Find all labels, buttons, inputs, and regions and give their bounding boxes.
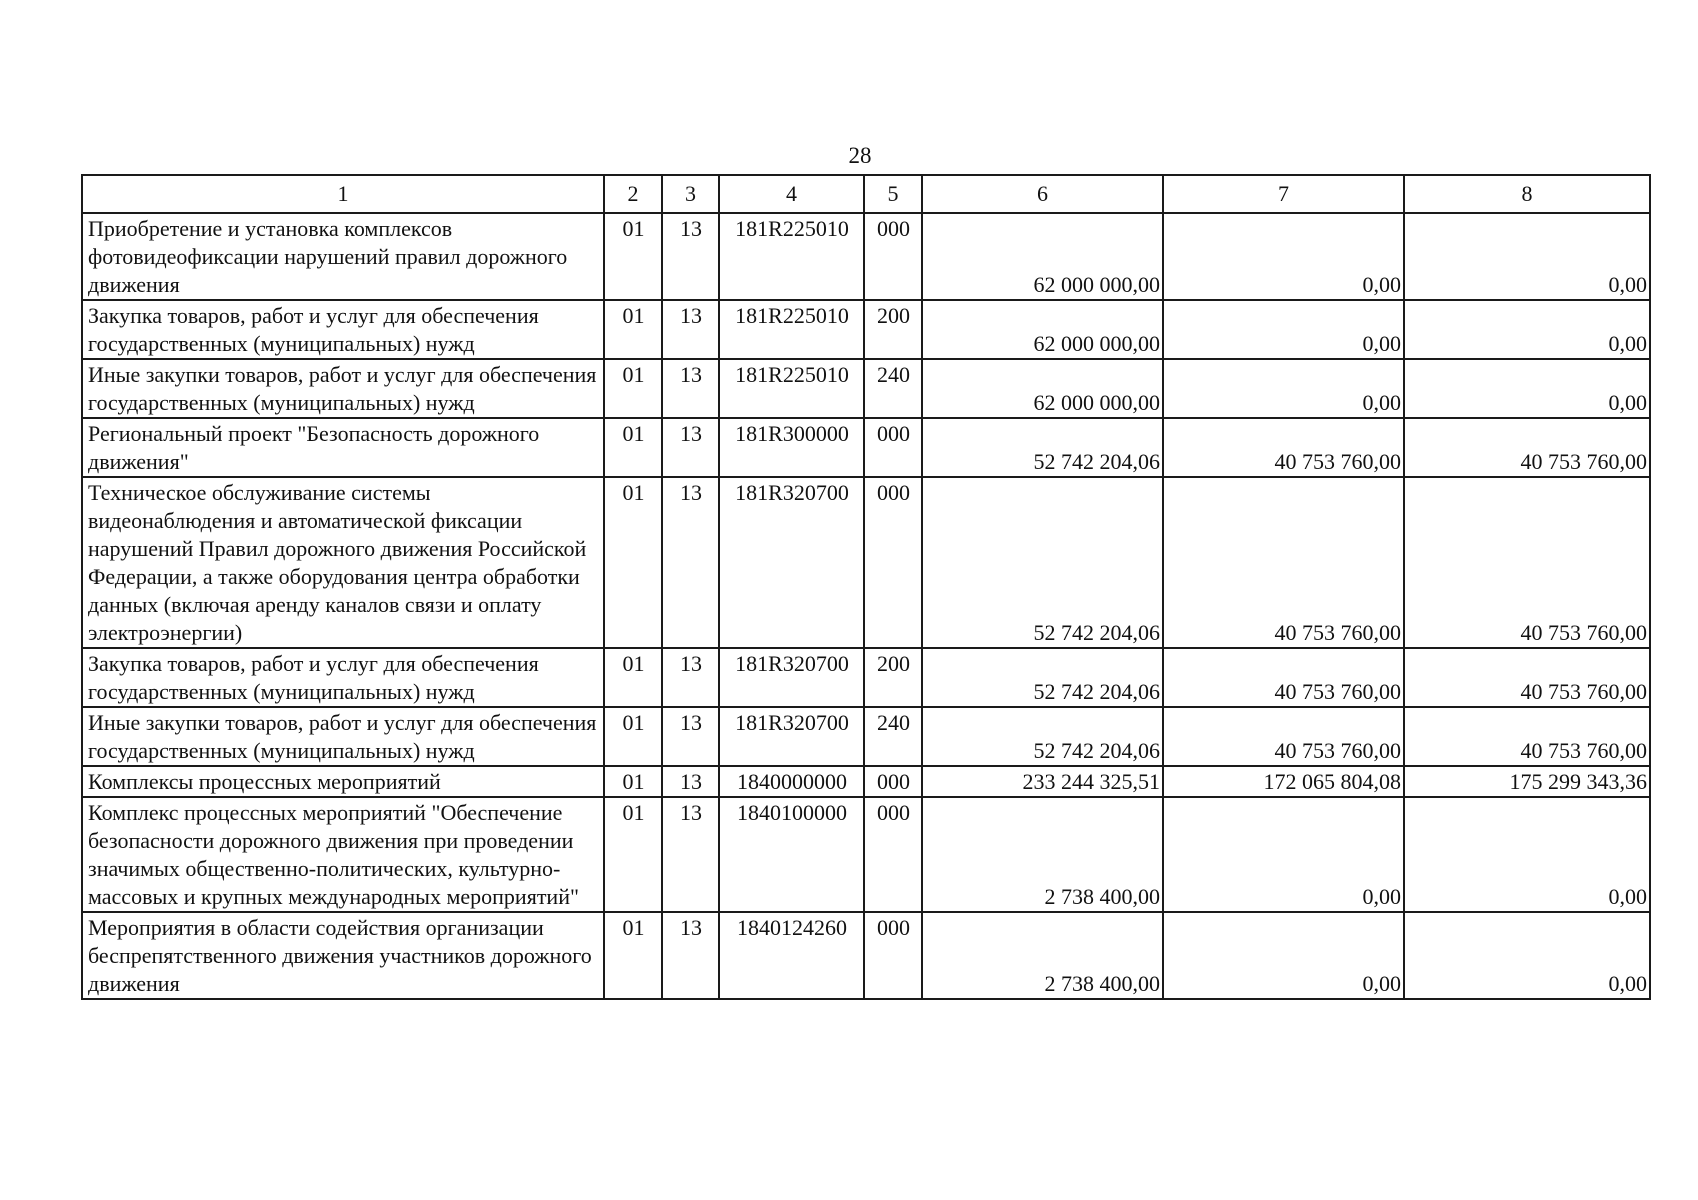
target-article-cell: 1840100000	[719, 797, 864, 912]
table-row	[82, 766, 1650, 797]
amount-col6-cell: 52 742 204,06	[922, 418, 1163, 477]
column-header: 8	[1404, 175, 1650, 213]
amount-col6-cell: 62 000 000,00	[922, 359, 1163, 418]
amount-col7-cell: 40 753 760,00	[1163, 418, 1404, 477]
column-header: 3	[662, 175, 719, 213]
section-code-cell: 01	[604, 912, 662, 999]
amount-col7-cell: 0,00	[1163, 213, 1404, 300]
amount-col7-cell: 40 753 760,00	[1163, 648, 1404, 707]
section-code-cell: 01	[604, 418, 662, 477]
subsection-code-cell: 13	[662, 766, 719, 797]
target-article-cell: 181R225010	[719, 359, 864, 418]
section-code-cell: 01	[604, 477, 662, 648]
expense-type-cell: 000	[864, 797, 922, 912]
subsection-code-cell: 13	[662, 477, 719, 648]
expense-name-cell: Иные закупки товаров, работ и услуг для обеспечения государственных (муниципальных) нужд	[82, 359, 604, 418]
subsection-code-cell: 13	[662, 359, 719, 418]
expense-name-cell: Приобретение и установка комплексов фотовидеофиксации нарушений правил дорожного движения	[82, 213, 604, 300]
amount-col7-cell: 172 065 804,08	[1163, 766, 1404, 797]
amount-col6-cell: 2 738 400,00	[922, 797, 1163, 912]
section-code-cell: 01	[604, 766, 662, 797]
target-article-cell: 1840124260	[719, 912, 864, 999]
amount-col8-cell: 175 299 343,36	[1404, 766, 1650, 797]
table-row	[82, 477, 1650, 648]
table-row	[82, 418, 1650, 477]
target-article-cell: 181R320700	[719, 477, 864, 648]
expense-type-cell: 000	[864, 477, 922, 648]
expense-type-cell: 240	[864, 707, 922, 766]
amount-col7-cell: 0,00	[1163, 359, 1404, 418]
expense-type-cell: 000	[864, 912, 922, 999]
amount-col7-cell: 40 753 760,00	[1163, 477, 1404, 648]
expense-name-cell: Техническое обслуживание системы видеонаблюдения и автоматической фиксации нарушений Правил дорожного движения Российской Федерации, а также оборудования центра обработки данных (включая аренду каналов связи и оплату электроэнергии)	[82, 477, 604, 648]
amount-col6-cell: 52 742 204,06	[922, 707, 1163, 766]
section-code-cell: 01	[604, 648, 662, 707]
table-body	[82, 213, 1650, 999]
expense-type-cell: 000	[864, 766, 922, 797]
expense-type-cell: 200	[864, 300, 922, 359]
amount-col8-cell: 0,00	[1404, 797, 1650, 912]
subsection-code-cell: 13	[662, 797, 719, 912]
amount-col6-cell: 62 000 000,00	[922, 300, 1163, 359]
amount-col8-cell: 0,00	[1404, 912, 1650, 999]
column-header: 2	[604, 175, 662, 213]
section-code-cell: 01	[604, 797, 662, 912]
target-article-cell: 181R225010	[719, 213, 864, 300]
table-row	[82, 300, 1650, 359]
page-number: 28	[848, 143, 872, 168]
section-code-cell: 01	[604, 707, 662, 766]
amount-col7-cell: 40 753 760,00	[1163, 707, 1404, 766]
expense-name-cell: Иные закупки товаров, работ и услуг для обеспечения государственных (муниципальных) нужд	[82, 707, 604, 766]
section-code-cell: 01	[604, 213, 662, 300]
target-article-cell: 181R225010	[719, 300, 864, 359]
section-code-cell: 01	[604, 300, 662, 359]
subsection-code-cell: 13	[662, 213, 719, 300]
subsection-code-cell: 13	[662, 707, 719, 766]
expense-type-cell: 240	[864, 359, 922, 418]
table-row	[82, 359, 1650, 418]
table-row	[82, 213, 1650, 300]
table-row	[82, 912, 1650, 999]
amount-col8-cell: 40 753 760,00	[1404, 477, 1650, 648]
subsection-code-cell: 13	[662, 300, 719, 359]
table-row	[82, 648, 1650, 707]
amount-col7-cell: 0,00	[1163, 300, 1404, 359]
expense-type-cell: 000	[864, 418, 922, 477]
amount-col8-cell: 0,00	[1404, 359, 1650, 418]
expense-name-cell: Мероприятия в области содействия организации беспрепятственного движения участников дорожного движения	[82, 912, 604, 999]
target-article-cell: 181R320700	[719, 707, 864, 766]
subsection-code-cell: 13	[662, 912, 719, 999]
amount-col6-cell: 52 742 204,06	[922, 648, 1163, 707]
amount-col8-cell: 0,00	[1404, 213, 1650, 300]
amount-col6-cell: 62 000 000,00	[922, 213, 1163, 300]
column-header: 7	[1163, 175, 1404, 213]
section-code-cell: 01	[604, 359, 662, 418]
column-header: 1	[82, 175, 604, 213]
table-row	[82, 707, 1650, 766]
header-row	[82, 175, 1650, 213]
column-header: 4	[719, 175, 864, 213]
amount-col7-cell: 0,00	[1163, 912, 1404, 999]
expense-name-cell: Региональный проект "Безопасность дорожного движения"	[82, 418, 604, 477]
target-article-cell: 181R300000	[719, 418, 864, 477]
expense-name-cell: Комплексы процессных мероприятий	[82, 766, 604, 797]
subsection-code-cell: 13	[662, 418, 719, 477]
expense-name-cell: Комплекс процессных мероприятий "Обеспечение безопасности дорожного движения при проведении значимых общественно-политических, культурно-массовых и крупных международных мероприятий"	[82, 797, 604, 912]
amount-col6-cell: 52 742 204,06	[922, 477, 1163, 648]
budget-table	[81, 174, 1651, 1000]
expense-type-cell: 000	[864, 213, 922, 300]
expense-type-cell: 200	[864, 648, 922, 707]
amount-col7-cell: 0,00	[1163, 797, 1404, 912]
subsection-code-cell: 13	[662, 648, 719, 707]
amount-col8-cell: 40 753 760,00	[1404, 707, 1650, 766]
expense-name-cell: Закупка товаров, работ и услуг для обеспечения государственных (муниципальных) нужд	[82, 648, 604, 707]
target-article-cell: 181R320700	[719, 648, 864, 707]
amount-col8-cell: 40 753 760,00	[1404, 418, 1650, 477]
amount-col6-cell: 233 244 325,51	[922, 766, 1163, 797]
amount-col6-cell: 2 738 400,00	[922, 912, 1163, 999]
expense-name-cell: Закупка товаров, работ и услуг для обеспечения государственных (муниципальных) нужд	[82, 300, 604, 359]
target-article-cell: 1840000000	[719, 766, 864, 797]
column-header: 6	[922, 175, 1163, 213]
amount-col8-cell: 0,00	[1404, 300, 1650, 359]
amount-col8-cell: 40 753 760,00	[1404, 648, 1650, 707]
table-row	[82, 797, 1650, 912]
column-header: 5	[864, 175, 922, 213]
